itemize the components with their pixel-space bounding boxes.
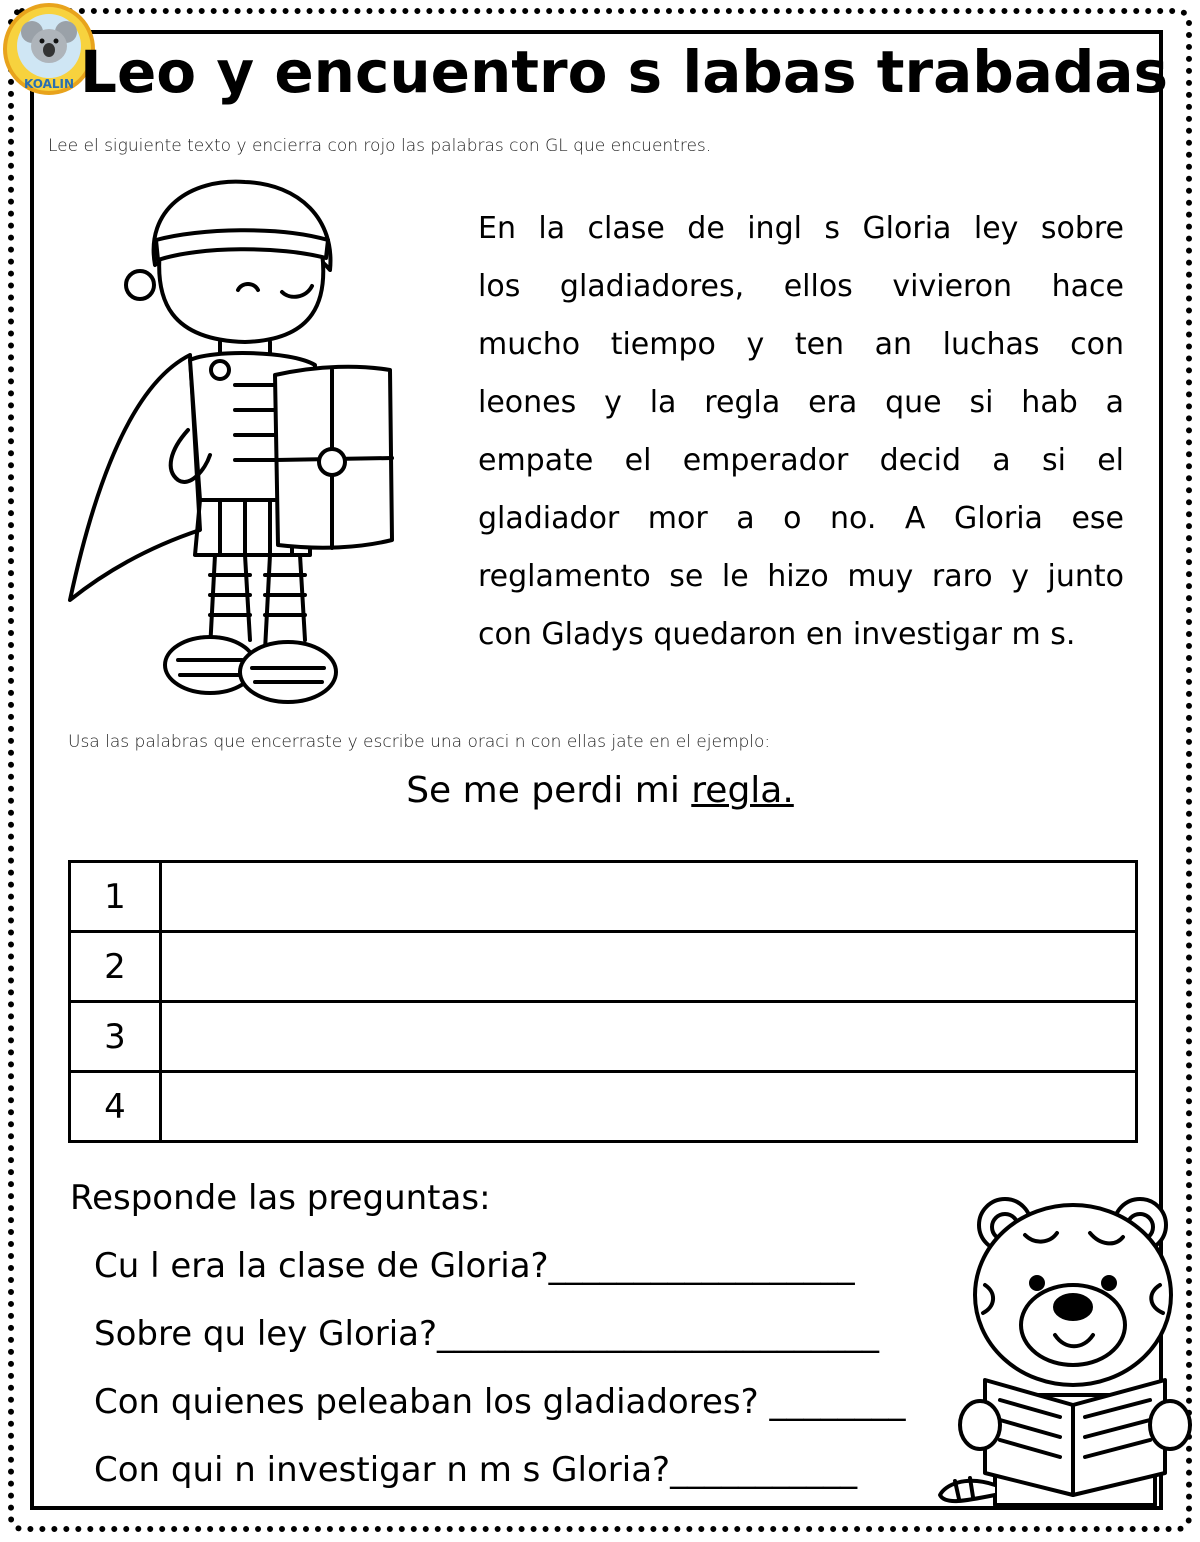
question-item: Cu l era la clase de Gloria?__________________ [94,1246,855,1286]
answer-row [70,862,1137,932]
example-sentence [0,770,1200,811]
answer-row-number: 2 [70,932,161,1002]
passage-line: empate el emperador decid a si el [478,443,1124,478]
instruction-write-sentence: Usa las palabras que encerraste y escribe una oraci n con ellas jate en el ejemplo: [68,732,771,752]
tiger-reading-illustration [925,1195,1200,1515]
answer-line[interactable] [161,862,1137,932]
question-item: Con quienes peleaban los gladiadores? ________ [94,1382,906,1422]
answer-row [70,1072,1137,1142]
example-underlined-word: regla. [691,770,794,811]
answer-row-number: 3 [70,1002,161,1072]
passage-line: reglamento se le hizo muy raro y junto [478,559,1124,594]
passage-line: leones y la regla era que si hab a [478,385,1124,420]
gladiator-illustration [60,170,400,710]
answer-row-number: 1 [70,862,161,932]
answer-line[interactable] [161,1002,1137,1072]
answer-row [70,1002,1137,1072]
passage-line: En la clase de ingl s Gloria ley sobre [478,211,1124,246]
answer-line[interactable] [161,932,1137,1002]
worksheet-title: Leo y encuentro s labas trabadas [80,38,1169,106]
passage-line: mucho tiempo y ten an luchas con [478,327,1124,362]
answer-row [70,932,1137,1002]
questions-heading: Responde las preguntas: [70,1178,491,1218]
passage-line: gladiador mor a o no. A Gloria ese [478,501,1124,536]
logo-text: KOALIN [23,77,75,91]
answer-line[interactable] [161,1072,1137,1142]
answer-row-number: 4 [70,1072,161,1142]
example-prefix: Se me perdi mi [406,770,692,811]
passage-line: con Gladys quedaron en investigar m s. [478,617,1076,652]
instruction-circle-words: Lee el siguiente texto y encierra con rojo las palabras con GL que encuentres. [48,136,712,156]
question-item: Con qui n investigar n m s Gloria?___________ [94,1450,858,1490]
question-item: Sobre qu ley Gloria?__________________________ [94,1314,880,1354]
passage-line: los gladiadores, ellos vivieron hace [478,269,1124,304]
reading-passage [478,200,1124,664]
answer-table [68,860,1138,1143]
